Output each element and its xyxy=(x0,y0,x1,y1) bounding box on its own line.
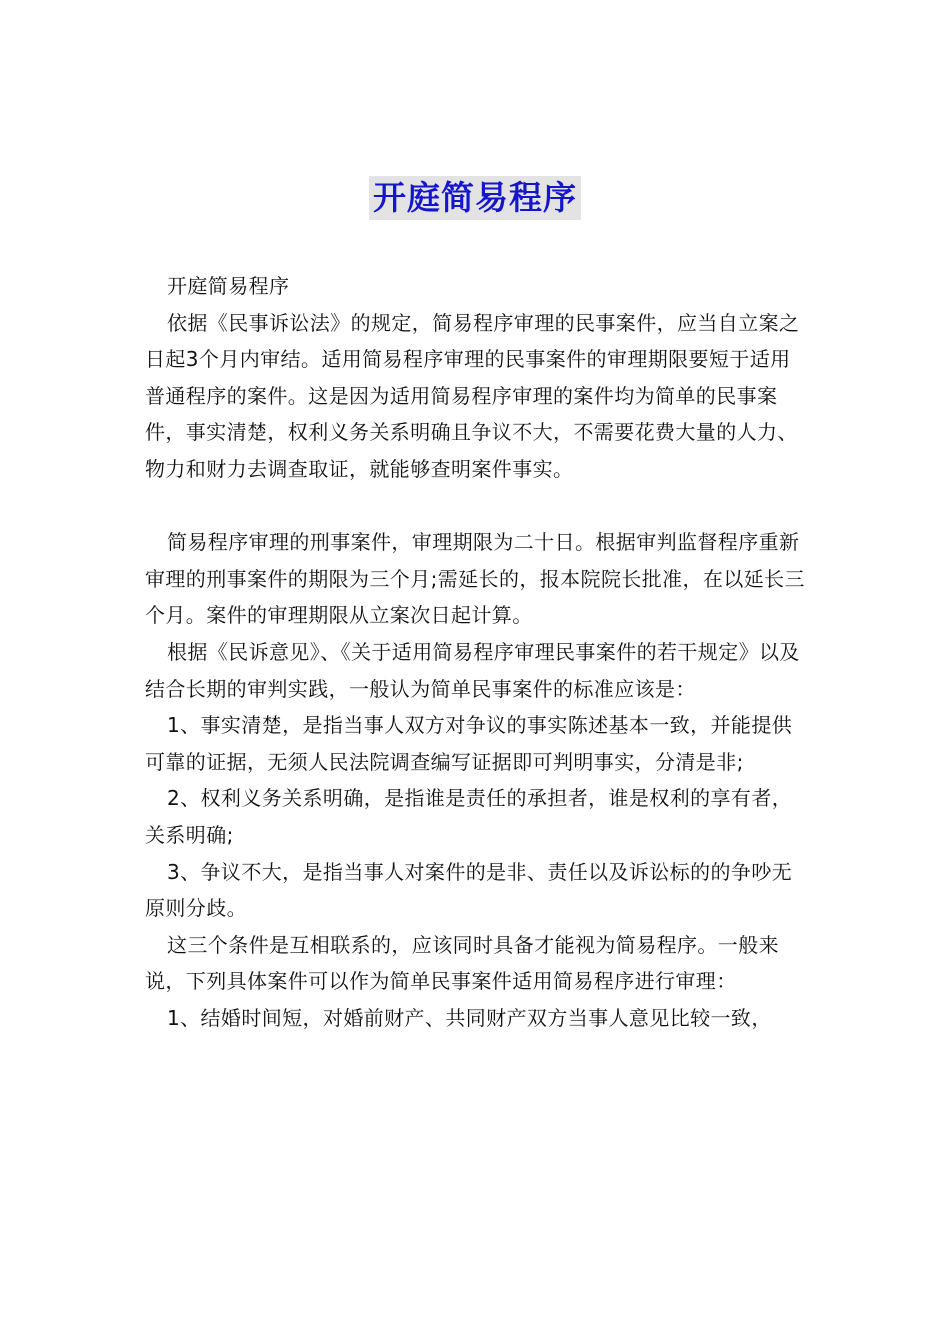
blank-line xyxy=(145,488,810,525)
paragraph: 根据《民诉意见》、《关于适用简易程序审理民事案件的若干规定》以及结合长期的审判实践，一般认为简单民事案件的标准应该是： xyxy=(145,639,800,701)
document-title: 开庭简易程序 xyxy=(369,176,581,220)
document-body xyxy=(145,268,810,1036)
paragraph: 1、结婚时间短，对婚前财产、共同财产双方当事人意见比较一致， xyxy=(167,1005,772,1030)
paragraph: 依据《民事诉讼法》的规定，简易程序审理的民事案件，应当自立案之日起3个月内审结。适用简易程序审理的民事案件的审理期限要短于适用普通程序的案件。这是因为适用简易程序审理的案件均为简单的民事案件，事实清楚，权利义务关系明确且争议不大，不需要花费大量的人力、物力和财力去调查取证，就能够查明案件事实。 xyxy=(145,310,800,481)
paragraph: 开庭简易程序 xyxy=(167,274,290,298)
paragraph: 简易程序审理的刑事案件，审理期限为二十日。根据审判监督程序重新审理的刑事案件的期限为三个月;需延长的，报本院院长批准，在以延长三个月。案件的审理期限从立案次日起计算。 xyxy=(145,530,805,628)
paragraph: 3、争议不大，是指当事人对案件的是非、责任以及诉讼标的的争吵无原则分歧。 xyxy=(145,859,793,921)
paragraph: 2、权利义务关系明确，是指谁是责任的承担者，谁是权利的享有者，关系明确; xyxy=(145,786,793,847)
paragraph: 这三个条件是互相联系的，应该同时具备才能视为简易程序。一般来说，下列具体案件可以作为简单民事案件适用简易程序进行审理： xyxy=(145,932,779,994)
paragraph: 1、事实清楚，是指当事人双方对争议的事实陈述基本一致，并能提供可靠的证据，无须人民法院调查编写证据即可判明事实，分清是非; xyxy=(145,713,793,774)
title-block xyxy=(0,176,950,220)
